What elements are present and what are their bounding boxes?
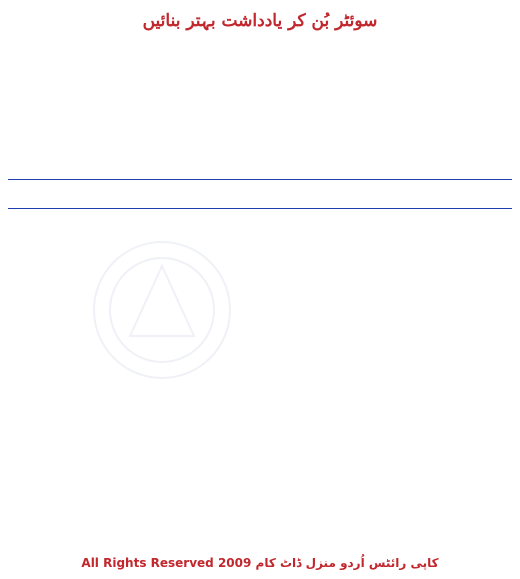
article-title: سوئٹر بُن کر یادداشت بہتر بنائیں bbox=[142, 11, 378, 31]
paragraph-2-line bbox=[8, 490, 512, 511]
paragraph-2-line bbox=[8, 301, 512, 322]
callout-line bbox=[8, 151, 512, 180]
paragraph-2-line bbox=[8, 406, 512, 427]
callout-text bbox=[8, 151, 512, 209]
paragraph-1-line bbox=[8, 55, 512, 76]
paragraph-2 bbox=[8, 217, 512, 511]
paragraph-2-line bbox=[8, 280, 512, 301]
paragraph-1-line bbox=[8, 97, 512, 118]
paragraph-2-line bbox=[8, 322, 512, 343]
callout-line bbox=[8, 180, 512, 209]
paragraph-2-line bbox=[8, 217, 512, 238]
paragraph-2-line bbox=[8, 385, 512, 406]
paragraph-2-line bbox=[8, 469, 512, 490]
copyright-footer: All Rights Reserved 2009 کاپی رائٹس اُردو منزل ڈاٹ کام bbox=[81, 556, 439, 570]
paragraph-1-line bbox=[8, 34, 512, 55]
paragraph-2-line bbox=[8, 448, 512, 469]
paragraph-2-line bbox=[8, 259, 512, 280]
paragraph-2-line bbox=[8, 343, 512, 364]
paragraph-1 bbox=[8, 34, 512, 139]
paragraph-1-line bbox=[8, 118, 512, 139]
paragraph-2-line bbox=[8, 364, 512, 385]
paragraph-2-line bbox=[8, 238, 512, 259]
paragraph-1-line bbox=[8, 76, 512, 97]
paragraph-2-line bbox=[8, 427, 512, 448]
